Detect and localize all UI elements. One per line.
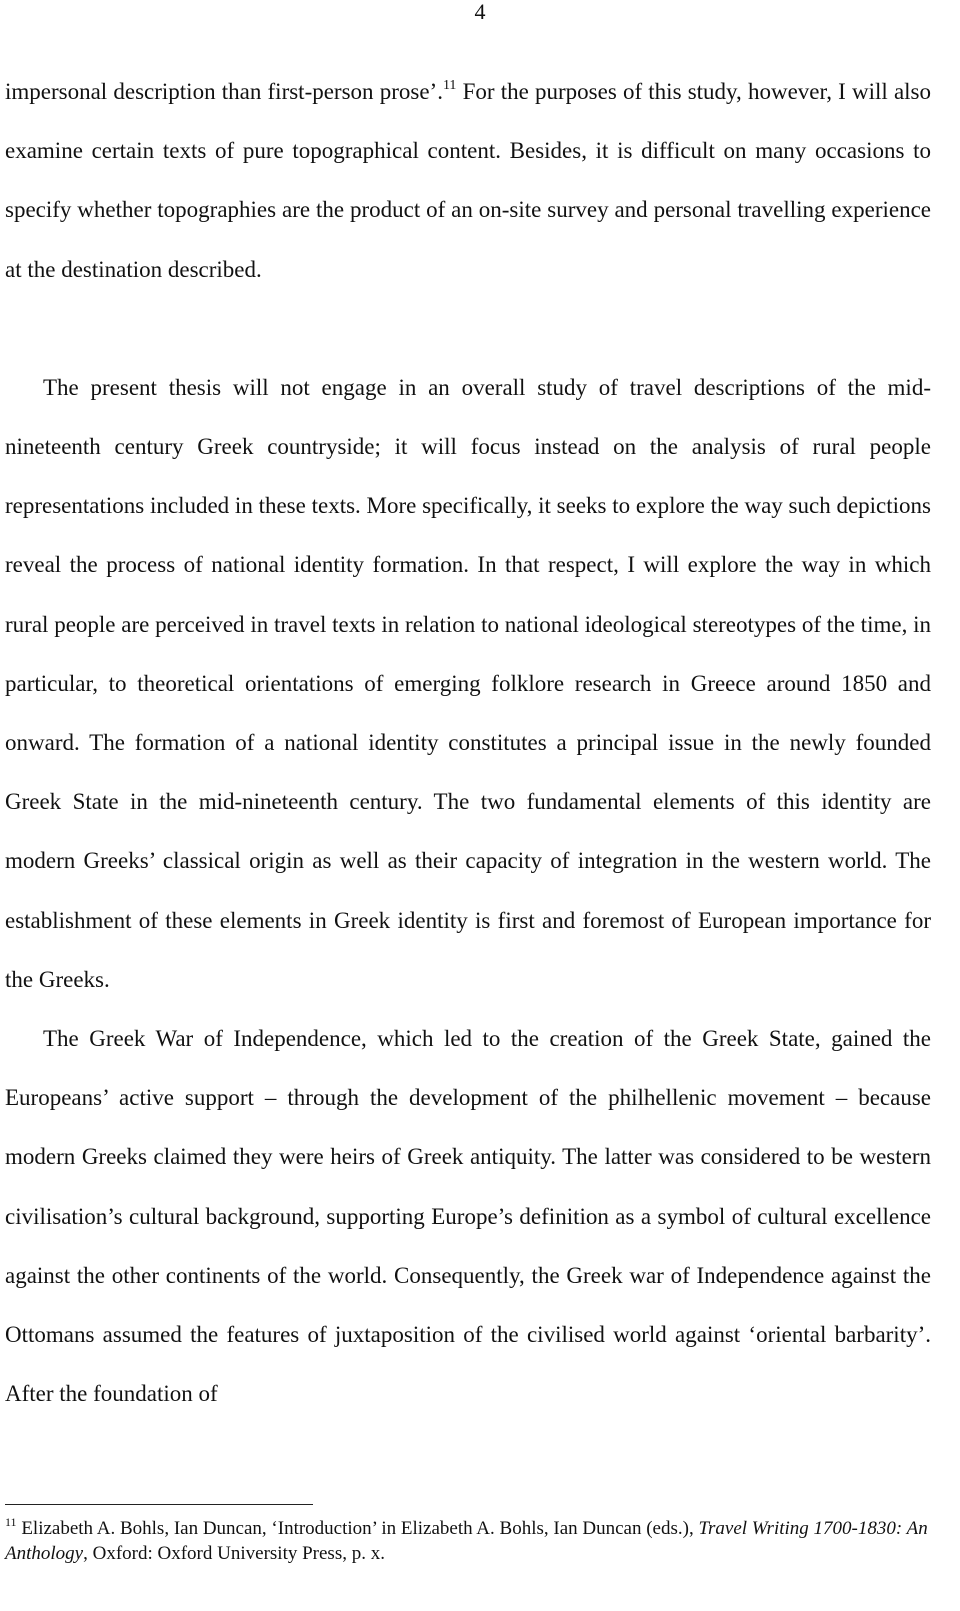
paragraph-1-text-before-ref: impersonal description than first-person prose’. bbox=[5, 79, 443, 104]
paragraph-1 bbox=[5, 62, 931, 299]
body-text bbox=[5, 62, 931, 1423]
paragraph-3: The Greek War of Independence, which led to the creation of the Greek State, gained the Europeans’ active support – through the development of the philhellenic movement – because modern Greeks claimed they were heirs of Greek antiquity. The latter was considered to be western civilisation’s cultural background, supporting Europe’s definition as a symbol of cultural excellence against the other continents of the world. Consequently, the Greek war of Independence against the Ottomans assumed the features of juxtaposition of the civilised world against ‘oriental barbarity’. After the foundation of bbox=[5, 1026, 931, 1407]
page-number: 4 bbox=[474, 0, 486, 24]
footnote-text-a: Elizabeth A. Bohls, Ian Duncan, ‘Introduction’ in Elizabeth A. Bohls, Ian Duncan (eds.), bbox=[16, 1518, 699, 1539]
paragraph-2: The present thesis will not engage in an overall study of travel descriptions of the mid-nineteenth century Greek countryside; it will focus instead on the analysis of rural people representations included in these texts. More specifically, it seeks to explore the way such depictions reveal the process of national identity formation. In that respect, I will explore the way in which rural people are perceived in travel texts in relation to national ideological stereotypes of the time, in particular, to theoretical orientations of emerging folklore research in Greece around 1850 and onward. The formation of a national identity constitutes a principal issue in the newly founded Greek State in the mid-nineteenth century. The two fundamental elements of this identity are modern Greeks’ classical origin as well as their capacity of integration in the western world. The establishment of these elements in Greek identity is first and foremost of European importance for the Greeks. bbox=[5, 374, 931, 992]
footnote-divider bbox=[5, 1504, 313, 1505]
footnote-reference[interactable]: 11 bbox=[442, 78, 457, 93]
paragraph-1-text-after-ref: For the purposes of this study, however, I will also examine certain texts of pure topographical content. Besides, it is difficult on many occasions to specify whether topographies are the product of an on-site survey and personal travelling experience at the destination described. bbox=[5, 79, 931, 282]
footnote-number: 11 bbox=[5, 1515, 17, 1529]
footnote-book-title: Travel Writing 1700-1830: An Anthology bbox=[5, 1518, 928, 1564]
footnote bbox=[5, 1516, 931, 1566]
footnote-text-b: , Oxford: Oxford University Press, p. x. bbox=[83, 1543, 385, 1564]
